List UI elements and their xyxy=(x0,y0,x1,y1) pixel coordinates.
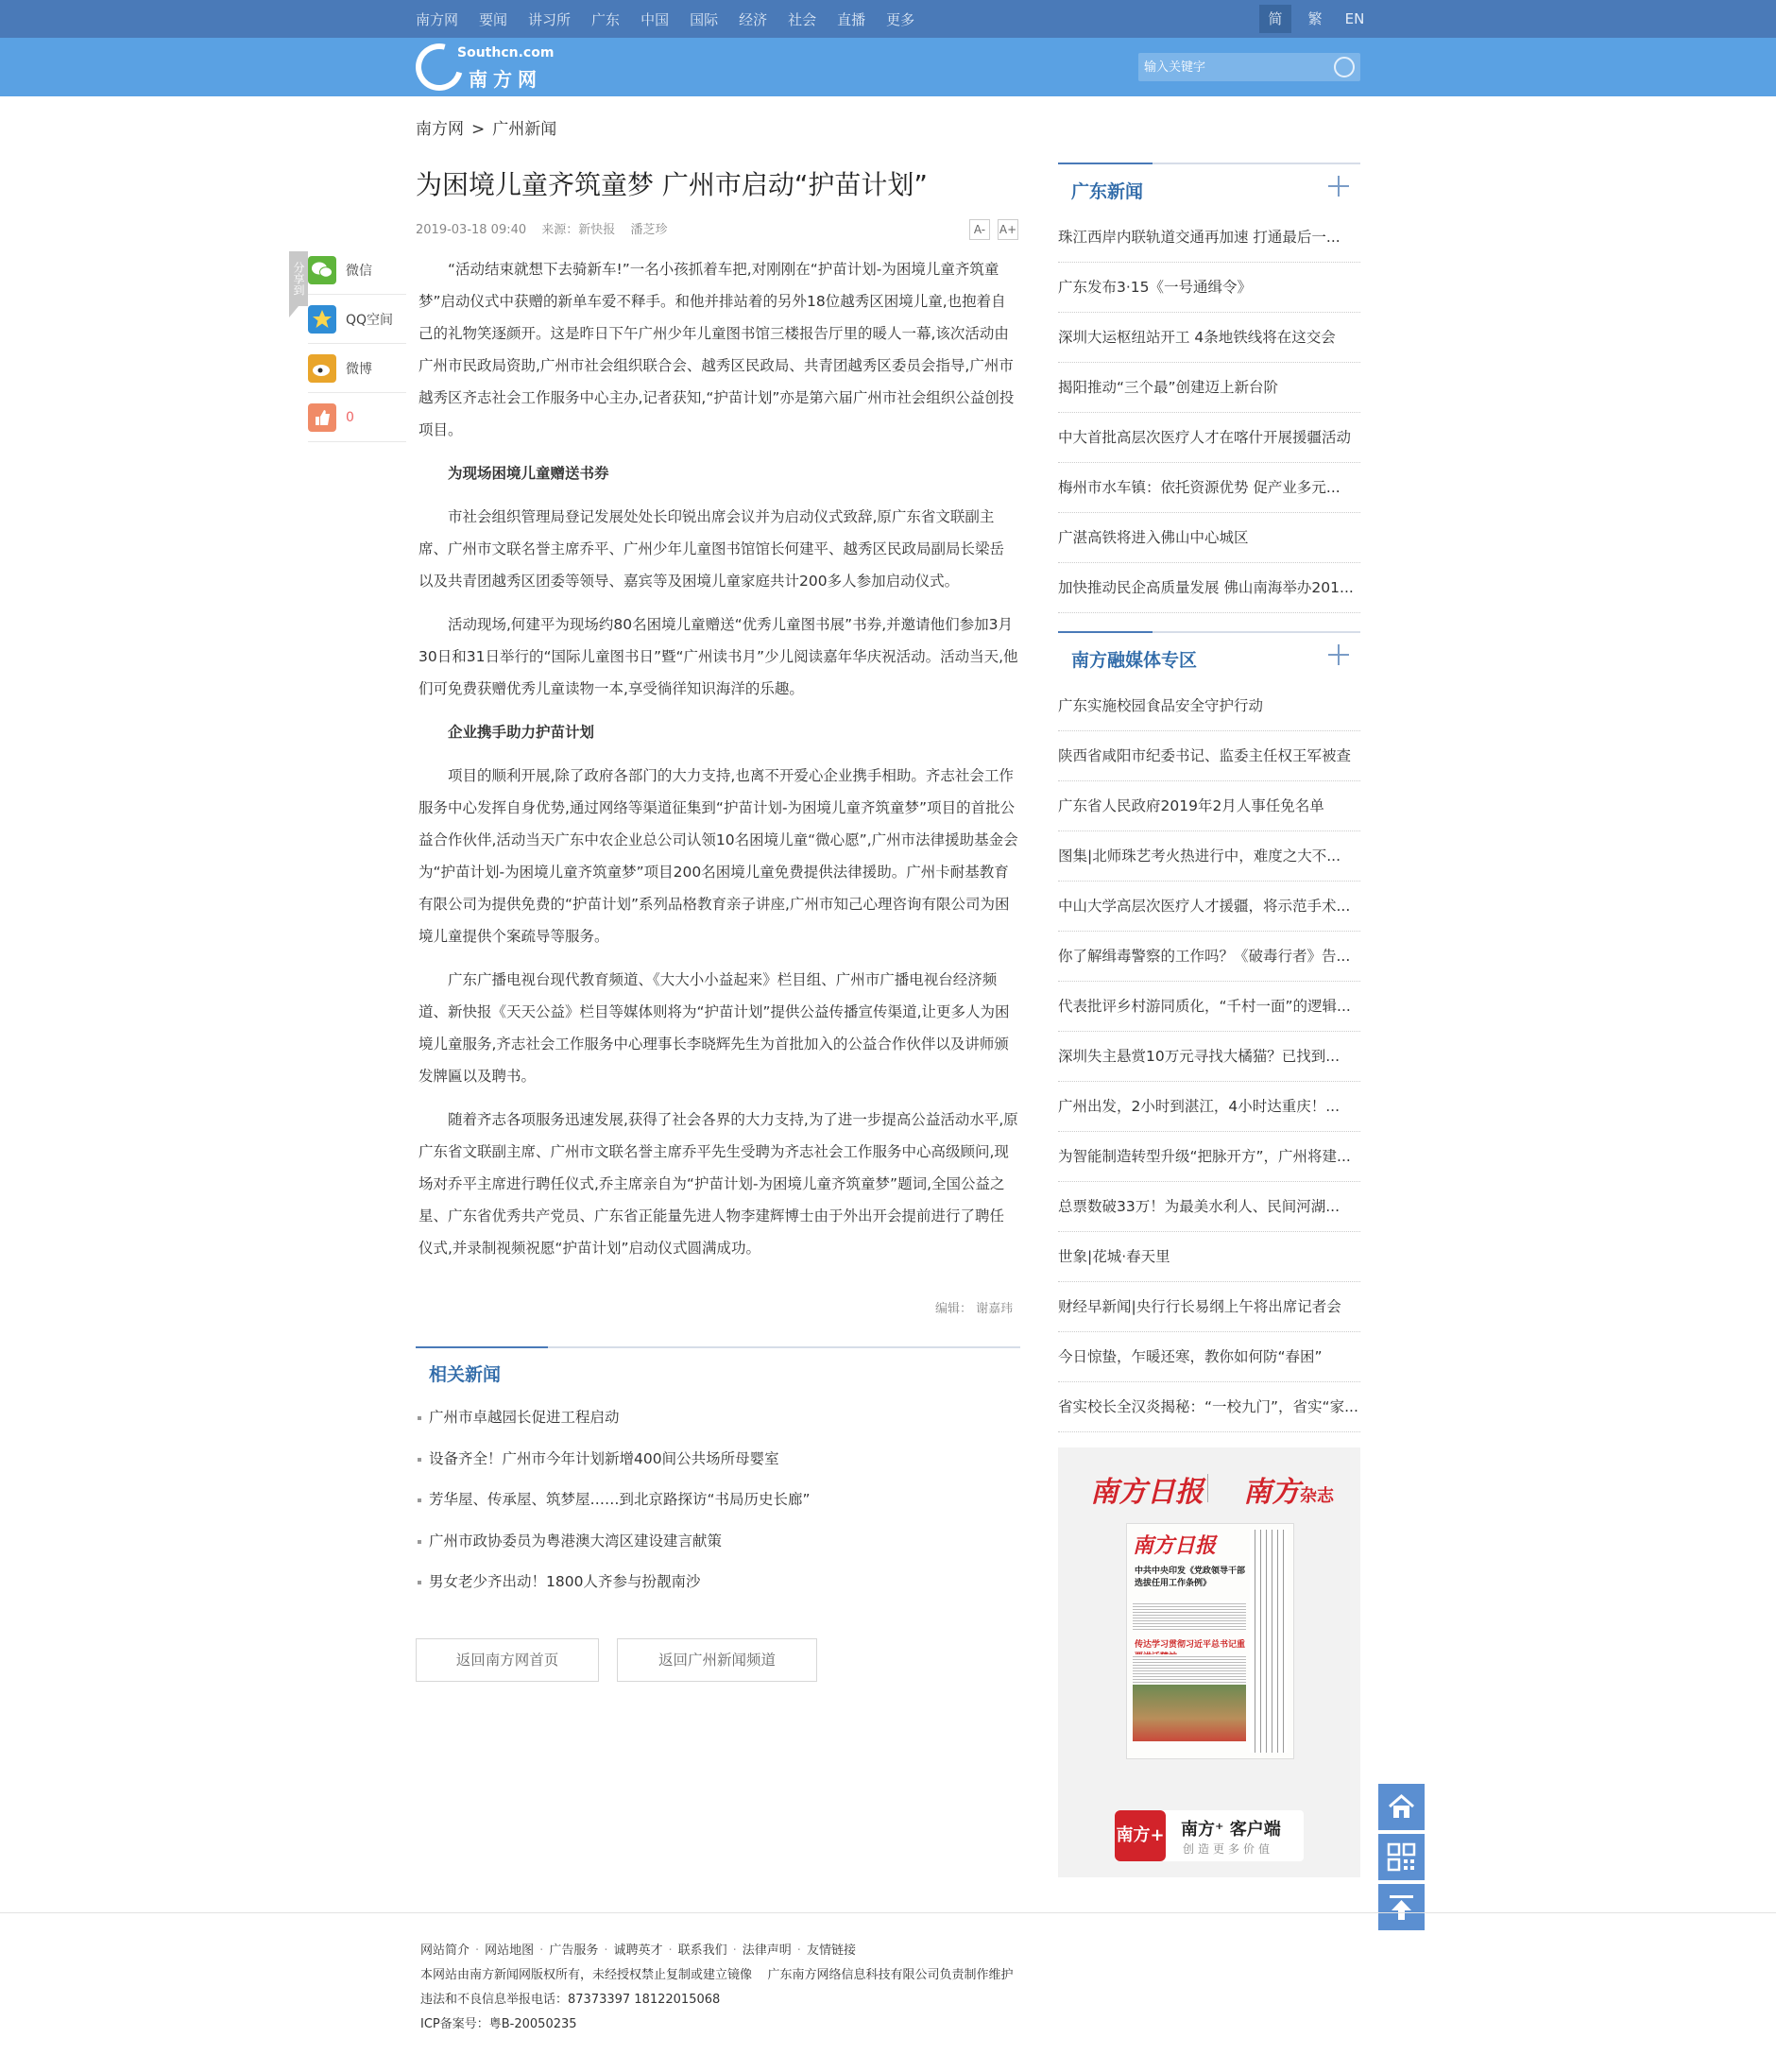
top-nav-link[interactable]: 国际 xyxy=(690,10,719,28)
home-icon xyxy=(1387,1792,1416,1822)
related-divider xyxy=(416,1346,1020,1348)
search-input[interactable] xyxy=(1138,53,1327,81)
font-increase-button[interactable]: A+ xyxy=(998,219,1018,240)
footer-link-separator: · xyxy=(539,1944,544,1958)
sidebar-media-item[interactable]: 中山大学高层次医疗人才援疆，将示范手术... xyxy=(1058,882,1360,932)
related-news-title: 相关新闻 xyxy=(429,1364,502,1385)
nanfang-plus-app-banner[interactable] xyxy=(1115,1810,1304,1861)
search-icon[interactable] xyxy=(1334,57,1355,77)
top-nav-links xyxy=(416,0,935,38)
related-news-item[interactable]: 设备齐全！广州市今年计划新增400间公共场所母婴室 xyxy=(416,1444,811,1485)
sidebar-media-title: 南方融媒体专区 xyxy=(1071,650,1198,671)
footer-copyright: 本网站由南方新闻网版权所有，未经授权禁止复制或建立镜像 广东南方网络信息科技有限公司负责制作维护 xyxy=(420,1968,1014,1982)
article-subheading: 企业携手助力护苗计划 xyxy=(448,724,595,741)
breadcrumb-home[interactable]: 南方网 xyxy=(416,120,464,139)
article-title: 为困境儿童齐筑童梦 广州市启动“护苗计划” xyxy=(416,169,928,200)
like-button[interactable] xyxy=(308,393,406,442)
top-nav-link[interactable]: 社会 xyxy=(788,10,817,28)
related-news-item[interactable]: 广州市卓越园长促进工程启动 xyxy=(416,1402,811,1444)
article-paragraph: “活动结束就想下去骑新车!”一名小孩抓着车把,对刚刚在“护苗计划-为困境儿童齐筑童梦”启动仪式中获赠的新单车爱不释手。和他并排站着的另外18位越秀区困境儿童,也抱着自己的礼物笑逐颜开。这是昨日下午广州少年儿童图书馆三楼报告厅里的暖人一幕,该次活动由广州市民政局资助,广州市社会组织联合会、越秀区民政局、共青团越秀区委员会指导,广州市越秀区齐志社会工作服务中心主办,记者获知,“护苗计划”亦是第六届广州市社会组织公益创投项目。 xyxy=(418,261,1015,438)
share-weibo[interactable] xyxy=(308,344,406,393)
sidebar-media-item[interactable]: 省实校长全汉炎揭秘：“一校九门”，省实“家... xyxy=(1058,1382,1360,1432)
breadcrumb xyxy=(416,115,556,139)
related-news-list xyxy=(416,1402,811,1608)
lang-traditional[interactable]: 繁 xyxy=(1307,10,1323,27)
newspaper-ad[interactable] xyxy=(1058,1447,1360,1877)
related-news-item[interactable]: 芳华屋、传承屋、筑梦屋……到北京路探访“书局历史长廊” xyxy=(416,1484,811,1526)
footer-icp: ICP备案号：粤B-20050235 xyxy=(420,2017,577,2031)
sidebar-guangdong-title: 广东新闻 xyxy=(1071,181,1144,202)
footer-link[interactable]: 诚聘英才 xyxy=(613,1944,663,1958)
wechat-icon xyxy=(308,256,336,284)
sidebar-media-item[interactable]: 为智能制造转型升级“把脉开方”，广州将建... xyxy=(1058,1132,1360,1182)
sidebar-media-item[interactable]: 总票数破33万！为最美水利人、民间河湖... xyxy=(1058,1182,1360,1232)
top-nav-link[interactable]: 要闻 xyxy=(479,10,508,28)
like-icon xyxy=(308,403,336,432)
breadcrumb-guangzhou-news[interactable]: 广州新闻 xyxy=(492,120,557,139)
footer-link-separator: · xyxy=(475,1944,480,1958)
sidebar-media-item[interactable]: 你了解缉毒警察的工作吗？《破毒行者》告... xyxy=(1058,932,1360,982)
qzone-icon xyxy=(308,305,336,334)
top-nav-link[interactable]: 讲习所 xyxy=(528,10,572,28)
sidebar-media-item[interactable]: 广东省人民政府2019年2月人事任免名单 xyxy=(1058,781,1360,831)
article-paragraph: 市社会组织管理局登记发展处处长印锐出席会议并为启动仪式致辞,原广东省文联副主席、广州市文联名誉主席乔平、广州少年儿童图书馆馆长何建平、越秀区民政局副局长梁岳以及共青团越秀区团委等领导、嘉宾等及困境儿童家庭共计200多人参加启动仪式。 xyxy=(418,508,1005,590)
sidebar-media-item[interactable]: 深圳失主悬赏10万元寻找大橘猫？已找到... xyxy=(1058,1032,1360,1082)
magazine-logo-text: 南方 xyxy=(1243,1476,1300,1509)
like-count: 0 xyxy=(346,409,354,425)
footer-links xyxy=(420,1939,1014,1963)
footer-link[interactable]: 网站地图 xyxy=(485,1944,535,1958)
nanfang-magazine-logo xyxy=(1243,1468,1334,1510)
sidebar-media-item[interactable]: 代表批评乡村游同质化，“千村一面”的逻辑... xyxy=(1058,982,1360,1032)
app-slogan: 创造更多价值 xyxy=(1183,1842,1274,1856)
site-footer xyxy=(420,1939,1014,2037)
share-wechat[interactable] xyxy=(308,246,406,295)
footer-link[interactable]: 联系我们 xyxy=(677,1944,727,1958)
nanfang-daily-logo: 南方日报 xyxy=(1090,1476,1204,1509)
sidebar-media-item[interactable]: 陕西省咸阳市纪委书记、监委主任权王军被查 xyxy=(1058,731,1360,781)
back-home-button[interactable]: 返回南方网首页 xyxy=(416,1638,599,1682)
qrcode-icon xyxy=(1387,1842,1416,1872)
search-box xyxy=(1138,53,1360,81)
weibo-icon xyxy=(308,354,336,383)
newspaper-headline-2: 传达学习贯彻习近平总书记重 xyxy=(1135,1640,1246,1650)
newspaper-photo xyxy=(1133,1685,1246,1741)
magazine-logo-suffix: 杂志 xyxy=(1300,1486,1334,1506)
lang-simplified[interactable]: 简 xyxy=(1259,5,1291,33)
article-source: 来源：新快报 xyxy=(541,223,616,237)
back-to-top-float-button[interactable] xyxy=(1378,1884,1425,1930)
sidebar-guangdong-list xyxy=(1058,213,1360,613)
footer-link[interactable]: 友情链接 xyxy=(806,1944,856,1958)
footer-report-phone: 违法和不良信息举报电话：87373397 18122015068 xyxy=(420,1993,721,2007)
top-nav-link[interactable]: 经济 xyxy=(739,10,768,28)
footer-link-separator: · xyxy=(796,1944,801,1958)
site-header xyxy=(0,38,1776,96)
article-meta xyxy=(416,219,678,237)
nanfang-plus-app-icon: 南方+ xyxy=(1115,1810,1166,1861)
plus-icon[interactable] xyxy=(1328,176,1349,197)
share-tab: 分享到 xyxy=(289,251,308,306)
lang-english[interactable]: EN xyxy=(1344,10,1365,27)
newspaper-column xyxy=(1250,1530,1288,1753)
back-channel-button[interactable]: 返回广州新闻频道 xyxy=(617,1638,817,1682)
logo-cn-text: 南方网 xyxy=(469,68,542,91)
ad-divider xyxy=(1207,1474,1208,1502)
article-body xyxy=(418,253,1018,1276)
sidebar-media-list xyxy=(1058,681,1360,1432)
related-news-item[interactable]: 广州市政协委员为粤港澳大湾区建设建言献策 xyxy=(416,1526,811,1567)
top-nav-link[interactable]: 南方网 xyxy=(416,10,459,28)
app-name: 南方⁺ 客户端 xyxy=(1181,1820,1281,1840)
newspaper-text-block xyxy=(1133,1654,1246,1683)
article-paragraph: 广东广播电视台现代教育频道、《大大小小益起来》栏目组、广州市广播电视台经济频道、新快报《天天公益》栏目等媒体则将为“护苗计划”提供公益传播宣传渠道,让更多人为困境儿童服务,齐志社会工作服务中心理事长李晓辉先生为首批加入的公益合作伙伴以及讲师颁发牌匾以及聘书。 xyxy=(418,971,1010,1085)
sidebar-media-item[interactable]: 财经早新闻|央行行长易纲上午将出席记者会 xyxy=(1058,1282,1360,1332)
newspaper-front-page xyxy=(1126,1523,1294,1759)
article-paragraph: 活动现场,何建平为现场约80名困境儿童赠送“优秀儿童图书展”书券,并邀请他们参加3月30日和31日举行的“国际儿童图书日”暨“广州读书月”少儿阅读嘉年华庆祝活动。活动当天,他们可免费获赠优秀儿童读物一本,享受徜徉知识海洋的乐趣。 xyxy=(418,616,1018,697)
article-paragraph: 项目的顺利开展,除了政府各部门的大力支持,也离不开爱心企业携手相助。齐志社会工作服务中心发挥自身优势,通过网络等渠道征集到“护苗计划-为困境儿童齐筑童梦”项目的首批公益合作伙伴,活动当天广东中农企业总公司认领10名困境儿童“微心愿”,广州市法律援助基金会为“护苗计划-为困境儿童齐筑童梦”项目200名困境儿童免费提供法律援助。广州卡耐基教育有限公司为提供免费的“护苗计划”系列品格教育亲子讲座,广州市知己心理咨询有限公司为困境儿童提供个案疏导等服务。 xyxy=(418,767,1018,945)
share-qzone[interactable] xyxy=(308,295,406,344)
share-qzone-label: QQ空间 xyxy=(346,312,394,328)
top-nav-link[interactable]: 直播 xyxy=(837,10,866,28)
logo-en-text: Southcn.com xyxy=(457,45,555,60)
breadcrumb-separator: > xyxy=(471,120,486,139)
home-float-button[interactable] xyxy=(1378,1784,1425,1830)
top-nav-link[interactable]: 中国 xyxy=(640,10,670,28)
top-nav-link[interactable]: 广东 xyxy=(591,10,621,28)
sidebar-news-item[interactable]: 中大首批高层次医疗人才在喀什开展援疆活动 xyxy=(1058,413,1360,463)
footer-link-separator: · xyxy=(668,1944,673,1958)
footer-link[interactable]: 法律声明 xyxy=(742,1944,792,1958)
sidebar-news-item[interactable]: 梅州市水车镇：依托资源优势 促产业多元... xyxy=(1058,463,1360,513)
article-paragraph: 随着齐志各项服务迅速发展,获得了社会各界的大力支持,为了进一步提高公益活动水平,原广东省文联副主席、广州市文联名誉主席乔平先生受聘为齐志社会工作服务中心高级顾问,现场对乔平主席进行聘任仪式,乔主席亲自为“护苗计划-为困境儿童齐筑童梦”题词,全国公益之星、广东省优秀共产党员、广东省正能量先进人物李建辉博士由于外出开会提前进行了聘任仪式,并录制视频祝愿“护苗计划”启动仪式圆满成功。 xyxy=(418,1111,1018,1257)
related-news-item[interactable]: 男女老少齐出动！1800人齐参与扮靓南沙 xyxy=(416,1567,811,1608)
sidebar-media-item[interactable]: 广东实施校园食品安全守护行动 xyxy=(1058,681,1360,731)
sidebar-news-item[interactable]: 广湛高铁将进入佛山中心城区 xyxy=(1058,513,1360,563)
sidebar-news-item[interactable]: 揭阳推动“三个最”创建迈上新台阶 xyxy=(1058,363,1360,413)
sidebar-news-item[interactable]: 广东发布3·15《一号通缉令》 xyxy=(1058,263,1360,313)
sidebar-media-item[interactable]: 世象|花城·春天里 xyxy=(1058,1232,1360,1282)
sidebar-guangdong-header xyxy=(1058,163,1360,200)
share-wechat-label: 微信 xyxy=(346,263,372,279)
newspaper-text-block xyxy=(1133,1601,1246,1630)
article-date: 2019-03-18 09:40 xyxy=(416,223,527,237)
sidebar-news-item[interactable]: 深圳大运枢纽站开工 4条地铁线将在这交会 xyxy=(1058,313,1360,363)
footer-link-separator: · xyxy=(732,1944,737,1958)
sidebar-news-item[interactable]: 珠江西岸内联轨道交通再加速 打通最后一... xyxy=(1058,213,1360,263)
footer-link[interactable]: 网站简介 xyxy=(420,1944,470,1958)
article-author: 潘芝珍 xyxy=(630,223,668,237)
back-to-top-icon xyxy=(1387,1892,1416,1922)
footer-link[interactable]: 广告服务 xyxy=(549,1944,599,1958)
share-panel xyxy=(308,246,406,442)
footer-link-separator: · xyxy=(604,1944,608,1958)
sidebar-media-item[interactable]: 广州出发，2小时到湛江，4小时达重庆！... xyxy=(1058,1082,1360,1132)
sidebar-news-item[interactable]: 加快推动民企高质量发展 佛山南海举办201... xyxy=(1058,563,1360,613)
newspaper-masthead: 南方日报 xyxy=(1133,1533,1217,1558)
site-logo[interactable] xyxy=(416,42,567,93)
sidebar-media-item[interactable]: 图集|北师珠艺考火热进行中，难度之大不... xyxy=(1058,831,1360,882)
footer-divider xyxy=(0,1912,1776,1913)
qrcode-float-button[interactable] xyxy=(1378,1834,1425,1880)
font-decrease-button[interactable]: A- xyxy=(969,219,990,240)
newspaper-headline-1: 中共中央印发《党政领导干部选拔任用工作条例》 xyxy=(1135,1567,1246,1588)
language-switcher xyxy=(1252,5,1371,33)
share-weibo-label: 微博 xyxy=(346,361,372,377)
sidebar-media-item[interactable]: 今日惊蛰，乍暖还寒，教你如何防“春困” xyxy=(1058,1332,1360,1382)
top-nav-bar xyxy=(0,0,1776,38)
article-subheading: 为现场困境儿童赠送书券 xyxy=(448,465,609,482)
top-nav-link[interactable]: 更多 xyxy=(886,10,915,28)
sidebar-media-header xyxy=(1058,631,1360,669)
article-editor: 编辑： 谢嘉玮 xyxy=(935,1302,1014,1316)
plus-icon[interactable] xyxy=(1328,644,1349,665)
